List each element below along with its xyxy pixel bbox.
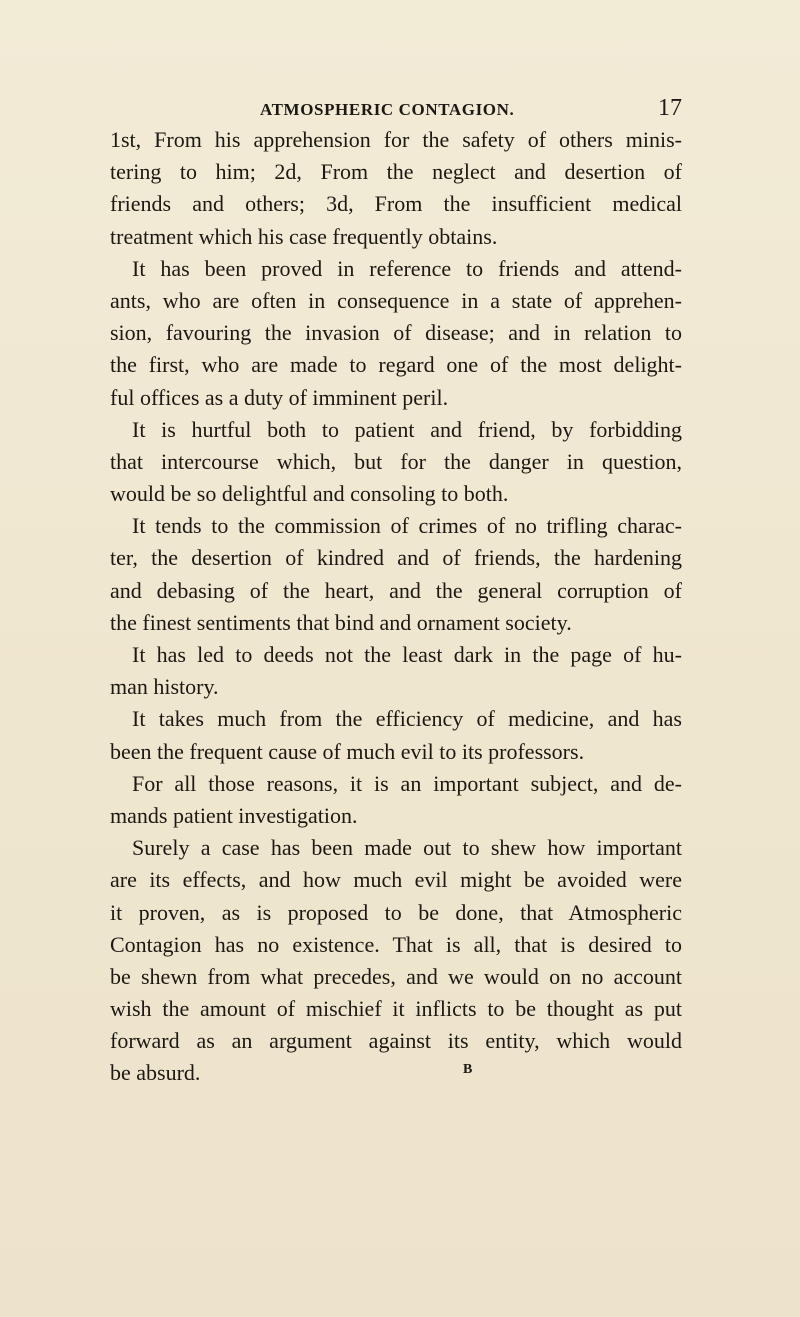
signature-mark: B: [463, 1062, 474, 1077]
text-line: Surely a case has been made out to shew how important: [132, 835, 682, 861]
text-line: ants, who are often in consequence in a state of apprehen-: [110, 287, 682, 313]
text-line: It is hurtful both to patient and friend, by forbidding: [132, 416, 682, 442]
text-line: the finest sentiments that bind and ornament society.: [110, 609, 572, 635]
text-line: It tends to the commission of crimes of no trifling charac-: [132, 513, 682, 539]
text-line: friends and others; 3d, From the insufficient medical: [110, 191, 682, 217]
text-line: and debasing of the heart, and the general corruption of: [110, 577, 682, 603]
text-line: would be so delightful and consoling to both.: [110, 481, 509, 507]
text-line: ter, the desertion of kindred and of friends, the hardening: [110, 545, 682, 571]
text-line: mands patient investigation.: [110, 802, 358, 828]
text-line: treatment which his case frequently obtains.: [110, 223, 498, 249]
text-line: For all those reasons, it is an important subject, and de-: [132, 770, 682, 796]
page-number: 17: [658, 95, 682, 121]
text-line: been the frequent cause of much evil to its professors.: [110, 738, 585, 764]
running-title: ATMOSPHERIC CONTAGION.: [260, 100, 515, 119]
text-line: ful offices as a duty of imminent peril.: [110, 384, 449, 410]
text-line: be shewn from what precedes, and we would on no account: [110, 963, 682, 989]
text-line: wish the amount of mischief it inflicts to be thought as put: [110, 996, 682, 1022]
text-line: be absurd.: [110, 1060, 201, 1086]
text-line: man history.: [110, 674, 219, 700]
text-line: It has led to deeds not the least dark in the page of hu-: [132, 642, 682, 667]
text-line: 1st, From his apprehension for the safety of others minis-: [110, 127, 682, 152]
text-line: it proven, as is proposed to be done, that Atmospheric: [110, 899, 682, 925]
text-line: the first, who are made to regard one of the most delight-: [110, 352, 682, 378]
text-line: tering to him; 2d, From the neglect and desertion of: [110, 159, 682, 185]
text-line: are its effects, and how much evil might be avoided were: [110, 867, 682, 893]
text-line: It has been proved in reference to friends and attend-: [132, 255, 682, 281]
text-line: Contagion has no existence. That is all, that is desired to: [110, 931, 682, 957]
running-head: [110, 92, 682, 128]
text-line: It takes much from the efficiency of medicine, and has: [132, 706, 682, 732]
text-line: sion, favouring the invasion of disease; and in relation to: [110, 320, 682, 346]
body-text: [110, 124, 682, 1090]
text-line: forward as an argument against its entity, which would: [110, 1028, 682, 1054]
text-line: that intercourse which, but for the danger in question,: [110, 448, 682, 474]
